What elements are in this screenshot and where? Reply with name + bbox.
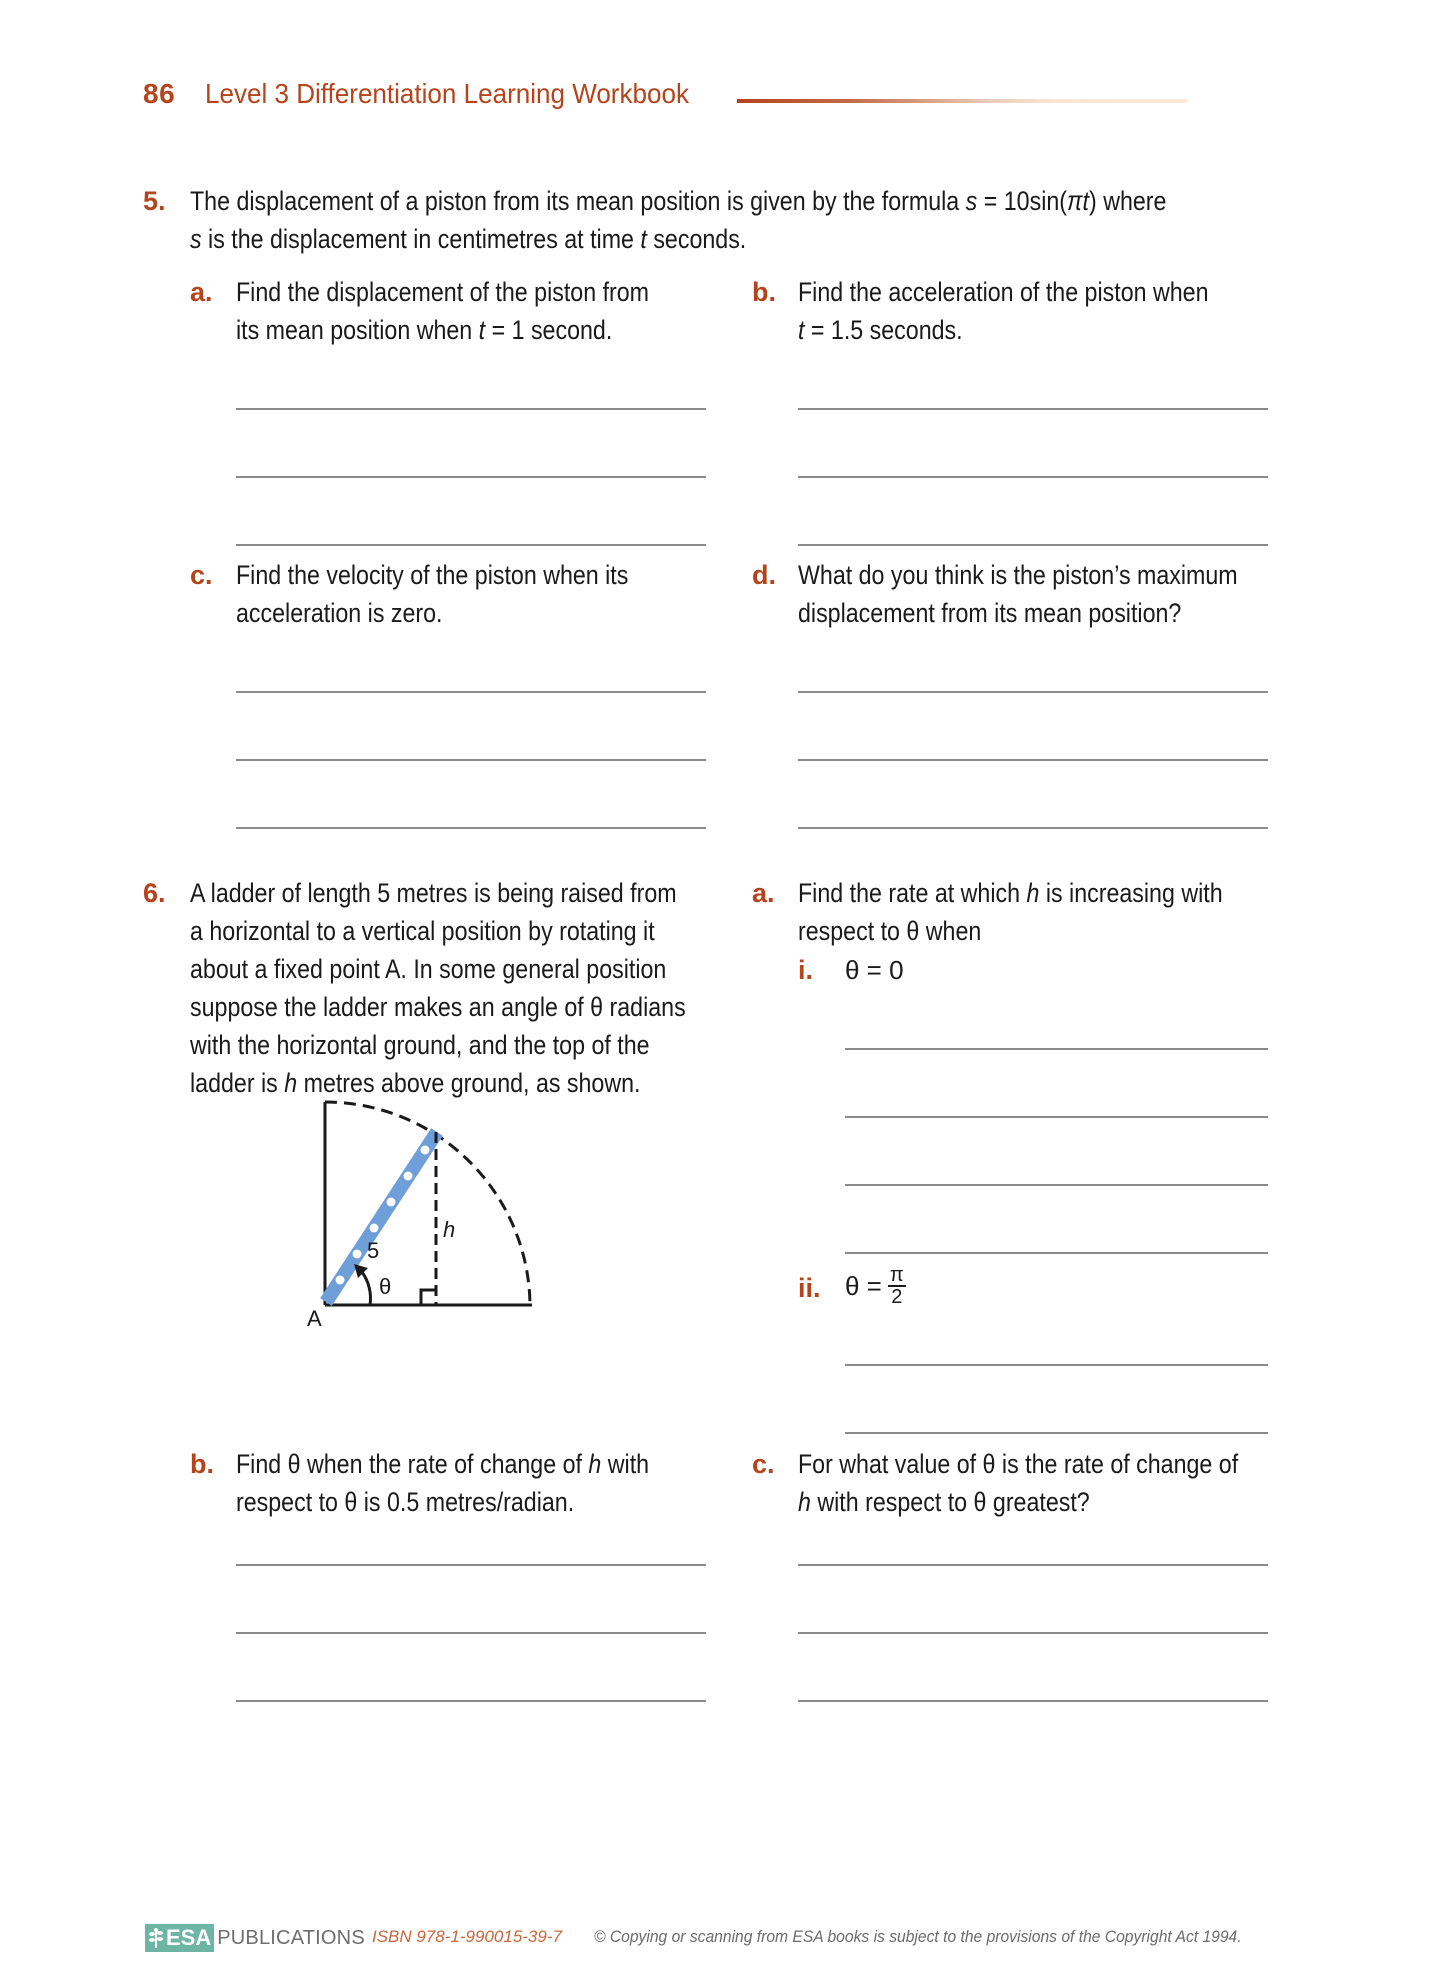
- q5b-answer-line-3[interactable]: [798, 544, 1268, 546]
- publisher-name: PUBLICATIONS: [217, 1926, 365, 1949]
- q6a-ii-answer-line-2[interactable]: [845, 1432, 1268, 1434]
- q6c-line-1: For what value of θ is the rate of change of: [798, 1449, 1239, 1479]
- q5d-text: [798, 556, 1238, 632]
- logo-text: ESA: [166, 1925, 212, 1950]
- text-span: θ =: [845, 1270, 882, 1301]
- question-6-line: [190, 1064, 686, 1102]
- ladder-rung: [336, 1276, 345, 1285]
- text-span: ) where: [1089, 186, 1167, 216]
- leaf-tree-icon: [148, 1927, 164, 1949]
- q5b-line-2: [798, 311, 1208, 349]
- q5b-answer-line-2[interactable]: [798, 476, 1268, 478]
- question-5-line-2: [190, 220, 1166, 258]
- q6a-ii-answer-line-1[interactable]: [845, 1364, 1268, 1366]
- var-h: h: [798, 1487, 811, 1517]
- q6c-text: [798, 1445, 1238, 1521]
- q5b-answer-line-1[interactable]: [798, 408, 1268, 410]
- var-h: h: [588, 1449, 602, 1479]
- text-span: Find θ when the rate of change of: [236, 1449, 589, 1479]
- q6a-i-answer-line-2[interactable]: [845, 1116, 1268, 1118]
- label-angle: θ: [379, 1274, 392, 1299]
- q6a-line-1: [798, 874, 1223, 912]
- text-span: seconds.: [646, 224, 747, 254]
- ladder-rung: [421, 1146, 430, 1155]
- q6c-answer-line-3[interactable]: [798, 1700, 1268, 1702]
- q5a-answer-line-3[interactable]: [236, 544, 706, 546]
- q5d-answer-line-1[interactable]: [798, 691, 1268, 693]
- header-rule: [737, 99, 1187, 103]
- isbn: ISBN 978-1-990015-39-7: [372, 1927, 562, 1946]
- text-span: is increasing with: [1039, 878, 1223, 908]
- label-length: 5: [367, 1238, 380, 1263]
- text-span: is the displacement in centimetres at time: [201, 224, 641, 254]
- page-number: 86: [143, 78, 176, 109]
- q6a-label: a.: [752, 878, 775, 908]
- q5c-answer-line-1[interactable]: [236, 691, 706, 693]
- label-point-a: A: [307, 1306, 322, 1331]
- text-span: The displacement of a piston from its mean position is given by the formula: [190, 186, 966, 216]
- q5a-line-2: [236, 311, 649, 349]
- q6a-ii-label: ii.: [798, 1273, 821, 1303]
- q5c-line-1: Find the velocity of the piston when its: [236, 560, 629, 590]
- q5c-answer-line-3[interactable]: [236, 827, 706, 829]
- text-span: ladder is: [190, 1068, 285, 1098]
- q5a-label: a.: [190, 277, 213, 307]
- q5b-label: b.: [752, 277, 776, 307]
- fraction-numerator: π: [889, 1264, 904, 1286]
- var-t: t: [798, 315, 805, 345]
- q6b-text: [236, 1445, 649, 1521]
- question-5-text: [190, 182, 1166, 258]
- q5d-line-1: What do you think is the piston’s maximum: [798, 560, 1238, 590]
- workbook-title: Level 3 Differentiation Learning Workbook: [205, 78, 689, 109]
- q5b-line-1: Find the acceleration of the piston when: [798, 277, 1209, 307]
- q5d-answer-line-3[interactable]: [798, 827, 1268, 829]
- ladder-rung: [387, 1198, 396, 1207]
- text-span: = 10sin(: [977, 186, 1067, 216]
- q5a-text: [236, 273, 649, 349]
- var-s: s: [965, 186, 978, 216]
- q5a-answer-line-1[interactable]: [236, 408, 706, 410]
- q5a-answer-line-2[interactable]: [236, 476, 706, 478]
- q6c-answer-line-1[interactable]: [798, 1564, 1268, 1566]
- fraction-denominator: 2: [891, 1286, 903, 1308]
- text-span: with: [601, 1449, 650, 1479]
- publisher-logo: [145, 1924, 365, 1952]
- q5c-line-2: acceleration is zero.: [236, 598, 443, 628]
- var-t: t: [478, 315, 486, 345]
- ladder-rung: [404, 1172, 413, 1181]
- q5d-label: d.: [752, 560, 776, 590]
- arc-path-dashed: [325, 1102, 530, 1305]
- question-6-line: with the horizontal ground, and the top of the: [190, 1030, 650, 1060]
- var-h: h: [284, 1068, 298, 1098]
- text-span: Find the rate at which: [798, 878, 1027, 908]
- var-t: t: [640, 224, 647, 254]
- q5c-answer-line-2[interactable]: [236, 759, 706, 761]
- question-6-line: suppose the ladder makes an angle of θ radians: [190, 992, 686, 1022]
- question-5-number: 5.: [143, 186, 166, 216]
- text-span: with respect to θ greatest?: [810, 1487, 1090, 1517]
- question-6-line: about a fixed point A. In some general position: [190, 954, 667, 984]
- q5a-line-1: Find the displacement of the piston from: [236, 277, 650, 307]
- question-6-text: [190, 874, 686, 1102]
- q5d-answer-line-2[interactable]: [798, 759, 1268, 761]
- question-5-line-1: [190, 182, 1166, 220]
- ladder-rung: [353, 1250, 362, 1259]
- text-span: = 1.5 seconds.: [804, 315, 963, 345]
- q6b-label: b.: [190, 1449, 214, 1479]
- q6a-i-expression: θ = 0: [845, 955, 904, 985]
- q6b-answer-line-1[interactable]: [236, 1564, 706, 1566]
- q6c-label: c.: [752, 1449, 775, 1479]
- q5c-text: [236, 556, 628, 632]
- ladder-rung: [370, 1224, 379, 1233]
- q6a-i-label: i.: [798, 955, 814, 985]
- q6a-text: [798, 874, 1223, 950]
- text-span: metres above ground, as shown.: [297, 1068, 641, 1098]
- text-span: = 1 second.: [485, 315, 613, 345]
- angle-arc: [362, 1272, 370, 1305]
- logo-badge: [145, 1924, 214, 1952]
- q6a-line-2: respect to θ when: [798, 916, 982, 946]
- question-6-line: A ladder of length 5 metres is being raised from: [190, 878, 677, 908]
- q5d-line-2: displacement from its mean position?: [798, 598, 1182, 628]
- q6a-i-answer-line-1[interactable]: [845, 1048, 1268, 1050]
- q5c-label: c.: [190, 560, 213, 590]
- var-pi-t: πt: [1066, 186, 1090, 216]
- q6c-answer-line-2[interactable]: [798, 1632, 1268, 1634]
- q6b-answer-line-3[interactable]: [236, 1700, 706, 1702]
- question-6-line: a horizontal to a vertical position by rotating it: [190, 916, 655, 946]
- q6a-i-answer-line-4[interactable]: [845, 1252, 1268, 1254]
- copyright-notice: © Copying or scanning from ESA books is subject to the provisions of the Copyright Act 1994.: [594, 1927, 1242, 1946]
- var-h: h: [1026, 878, 1040, 908]
- q6b-line-1: [236, 1445, 649, 1483]
- right-angle-marker: [421, 1290, 436, 1305]
- question-6-number: 6.: [143, 878, 166, 908]
- q6c-line-2: [798, 1483, 1238, 1521]
- q6b-answer-line-2[interactable]: [236, 1632, 706, 1634]
- q6b-line-2: respect to θ is 0.5 metres/radian.: [236, 1487, 575, 1517]
- label-height: h: [443, 1217, 456, 1242]
- ladder-diagram: [290, 1100, 560, 1350]
- var-s: s: [190, 224, 202, 254]
- fraction: [888, 1265, 906, 1307]
- text-span: its mean position when: [236, 315, 479, 345]
- q6a-i-answer-line-3[interactable]: [845, 1184, 1268, 1186]
- q5b-text: [798, 273, 1208, 349]
- q6a-ii-expression: [845, 1265, 906, 1307]
